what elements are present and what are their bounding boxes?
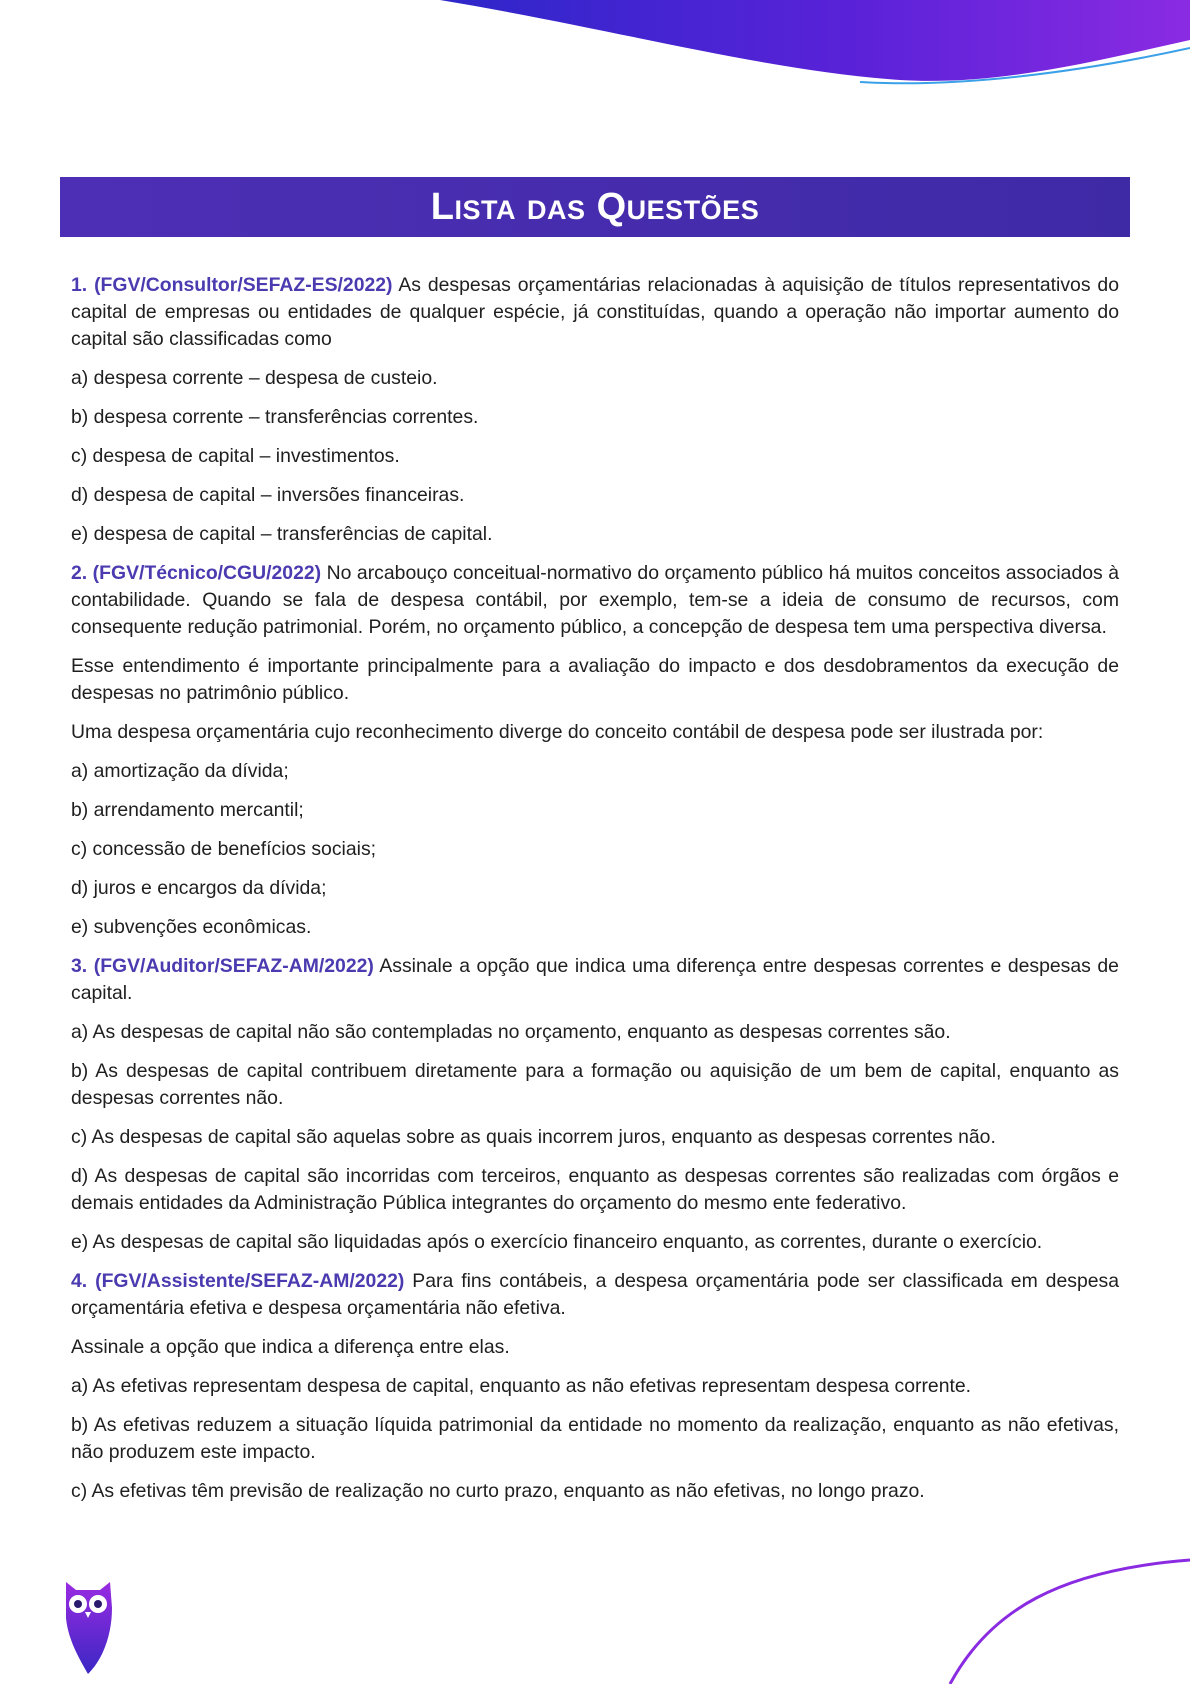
option: b) As despesas de capital contribuem diretamente para a formação ou aquisição de um bem de capital, enquanto as despesas correntes não. [71,1060,1119,1109]
option: c) As despesas de capital são aquelas sobre as quais incorrem juros, enquanto as despesas correntes não. [71,1126,996,1148]
question-statement: As despesas orçamentárias relacionadas à aquisição de títulos representativos do capital de empresas ou entidades de qualquer espécie, já constituídas, quando a operação não importar aumento do capital são classificadas como [71,274,1119,350]
question-2 [71,560,1119,641]
option: d) juros e encargos da dívida; [71,877,327,899]
question-source: 4. (FGV/Assistente/SEFAZ-AM/2022) [71,1270,405,1292]
questions-list [71,272,1119,1517]
question-statement: No arcabouço conceitual-normativo do orçamento público há muitos conceitos associados à contabilidade. Quando se fala de despesa contábil, por exemplo, tem-se a ideia de consumo de recursos, com consequente redução patrimonial. Porém, no orçamento público, a concepção de despesa tem uma perspectiva diversa. [71,562,1119,638]
option: c) As efetivas têm previsão de realização no curto prazo, enquanto as não efetivas, no longo prazo. [71,1480,925,1502]
question-source: 3. (FGV/Auditor/SEFAZ-AM/2022) [71,955,374,977]
option: a) As efetivas representam despesa de capital, enquanto as não efetivas representam despesa corrente. [71,1375,972,1397]
question-4 [71,1268,1119,1322]
question-source: 1. (FGV/Consultor/SEFAZ-ES/2022) [71,274,393,296]
question-paragraph: Assinale a opção que indica a diferença entre elas. [71,1336,510,1358]
option: d) As despesas de capital são incorridas com terceiros, enquanto as despesas correntes são realizadas com órgãos e demais entidades da Administração Pública integrantes do orçamento do mesmo ente federativo. [71,1165,1119,1214]
bottom-wave-line [950,1560,1190,1684]
option: a) amortização da dívida; [71,760,289,782]
option: c) concessão de benefícios sociais; [71,838,377,860]
top-wave [440,0,1190,81]
option: c) despesa de capital – investimentos. [71,445,400,467]
option: b) arrendamento mercantil; [71,799,304,821]
option: b) As efetivas reduzem a situação líquida patrimonial da entidade no momento da realização, enquanto as não efetivas, não produzem este impacto. [71,1414,1119,1463]
question-1 [71,272,1119,353]
option: e) subvenções econômicas. [71,916,312,938]
question-source: 2. (FGV/Técnico/CGU/2022) [71,562,322,584]
question-statement: Para fins contábeis, a despesa orçamentária pode ser classificada em despesa orçamentária efetiva e despesa orçamentária não efetiva. [71,1270,1119,1319]
option: b) despesa corrente – transferências correntes. [71,406,479,428]
top-wave-line [860,48,1190,83]
title-bar [60,177,1130,237]
option: e) despesa de capital – transferências de capital. [71,523,493,545]
question-paragraph: Uma despesa orçamentária cujo reconhecimento diverge do conceito contábil de despesa pode ser ilustrada por: [71,721,1044,743]
page-title: Lista das Questões [430,185,760,228]
question-3 [71,953,1119,1007]
option: a) As despesas de capital não são contempladas no orçamento, enquanto as despesas correntes são. [71,1021,951,1043]
owl-logo-icon [60,1578,116,1678]
option: e) As despesas de capital são liquidadas após o exercício financeiro enquanto, as correntes, durante o exercício. [71,1231,1043,1253]
option: a) despesa corrente – despesa de custeio. [71,367,438,389]
question-paragraph: Esse entendimento é importante principalmente para a avaliação do impacto e dos desdobramentos da execução de despesas no patrimônio público. [71,655,1119,704]
question-statement: Assinale a opção que indica uma diferença entre despesas correntes e despesas de capital. [71,955,1119,1004]
option: d) despesa de capital – inversões financeiras. [71,484,465,506]
